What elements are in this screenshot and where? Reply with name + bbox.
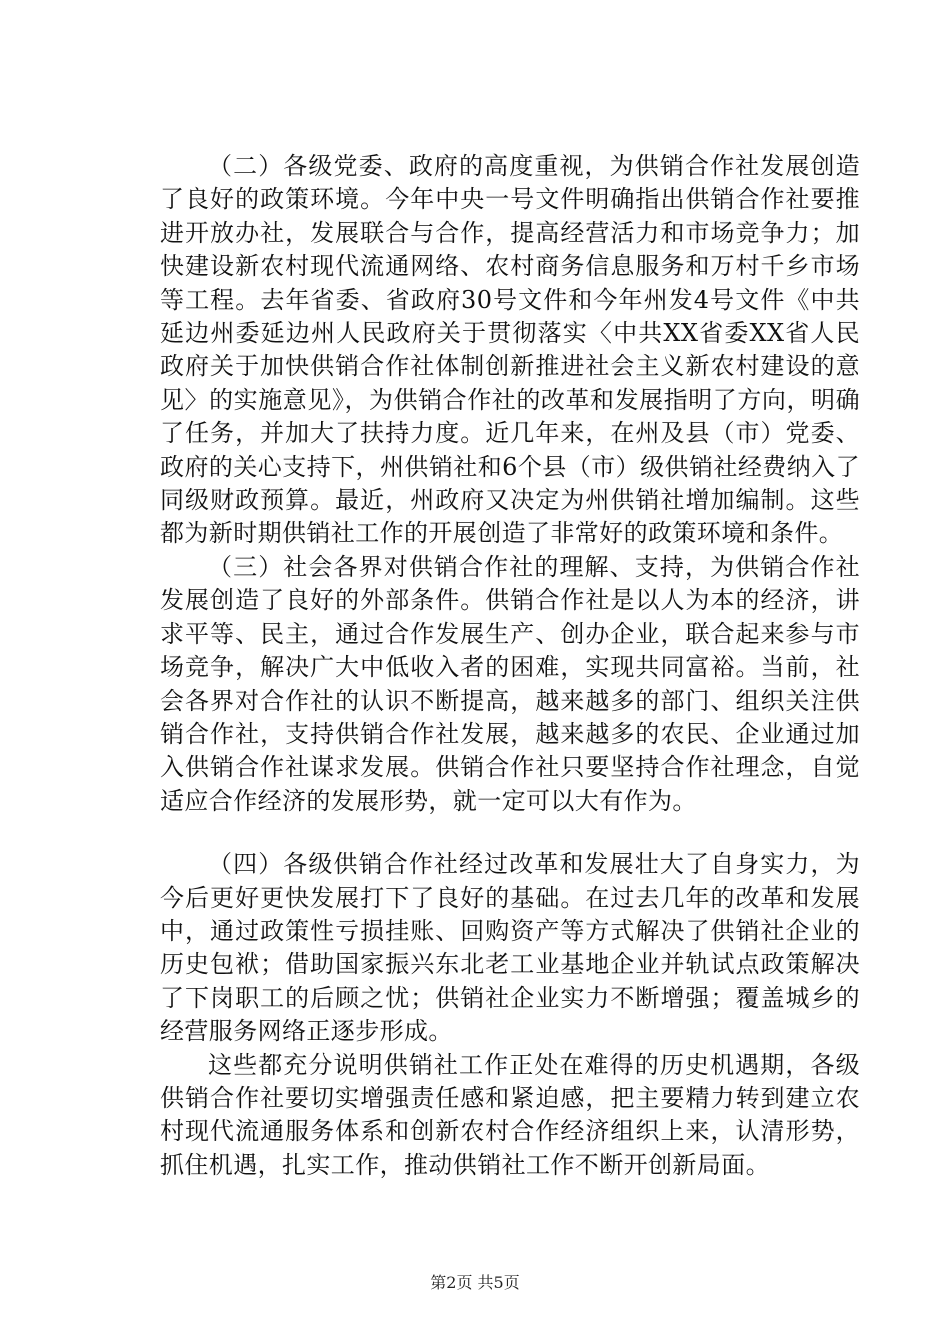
paragraph-gap <box>160 818 860 848</box>
paragraph-policy-environment: （二）各级党委、政府的高度重视，为供销合作社发展创造了良好的政策环境。今年中央一号文件明确指出供销合作社要推进开放办社，发展联合与合作，提高经营活力和市场竞争力；加快建设新农村现代流通网络、农村商务信息服务和万村千乡市场等工程。去年省委、省政府30号文件和今年州发4号文件《中共延边州委延边州人民政府关于贯彻落实〈中共XX省委XX省人民政府关于加快供销合作社体制创新推进社会主义新农村建设的意见〉的实施意见》，为供销合作社的改革和发展指明了方向，明确了任务，并加大了扶持力度。近几年来，在州及县（市）党委、政府的关心支持下，州供销社和6个县（市）级供销社经费纳入了同级财政预算。最近，州政府又决定为州供销社增加编制。这些都为新时期供销社工作的开展创造了非常好的政策环境和条件。 <box>160 152 860 548</box>
page-number-footer: 第2页 共5页 <box>430 1273 520 1292</box>
paragraph-external-conditions: （三）社会各界对供销合作社的理解、支持，为供销合作社发展创造了良好的外部条件。供销合作社是以人为本的经济，讲求平等、民主，通过合作发展生产、创办企业，联合起来参与市场竞争，解决广大中低收入者的困难，实现共同富裕。当前，社会各界对合作社的认识不断提高，越来越多的部门、组织关注供销合作社，支持供销合作社发展，越来越多的农民、企业通过加入供销合作社谋求发展。供销合作社只要坚持合作社理念，自觉适应合作经济的发展形势，就一定可以大有作为。 <box>160 552 860 815</box>
document-body <box>160 150 860 1182</box>
paragraph-strength-foundation: （四）各级供销合作社经过改革和发展壮大了自身实力，为今后更好更快发展打下了良好的基础。在过去几年的改革和发展中，通过政策性亏损挂账、回购资产等方式解决了供销社企业的历史包袱；借助国家振兴东北老工业基地企业并轨试点政策解决了下岗职工的后顾之忧；供销社企业实力不断增强；覆盖城乡的经营服务网络正逐步形成。 <box>160 850 860 1046</box>
paragraph-conclusion: 这些都充分说明供销社工作正处在难得的历史机遇期，各级供销合作社要切实增强责任感和紧迫感，把主要精力转到建立农村现代流通服务体系和创新农村合作经济组织上来，认清形势，抓住机遇，扎实工作，推动供销社工作不断开创新局面。 <box>160 1050 860 1179</box>
